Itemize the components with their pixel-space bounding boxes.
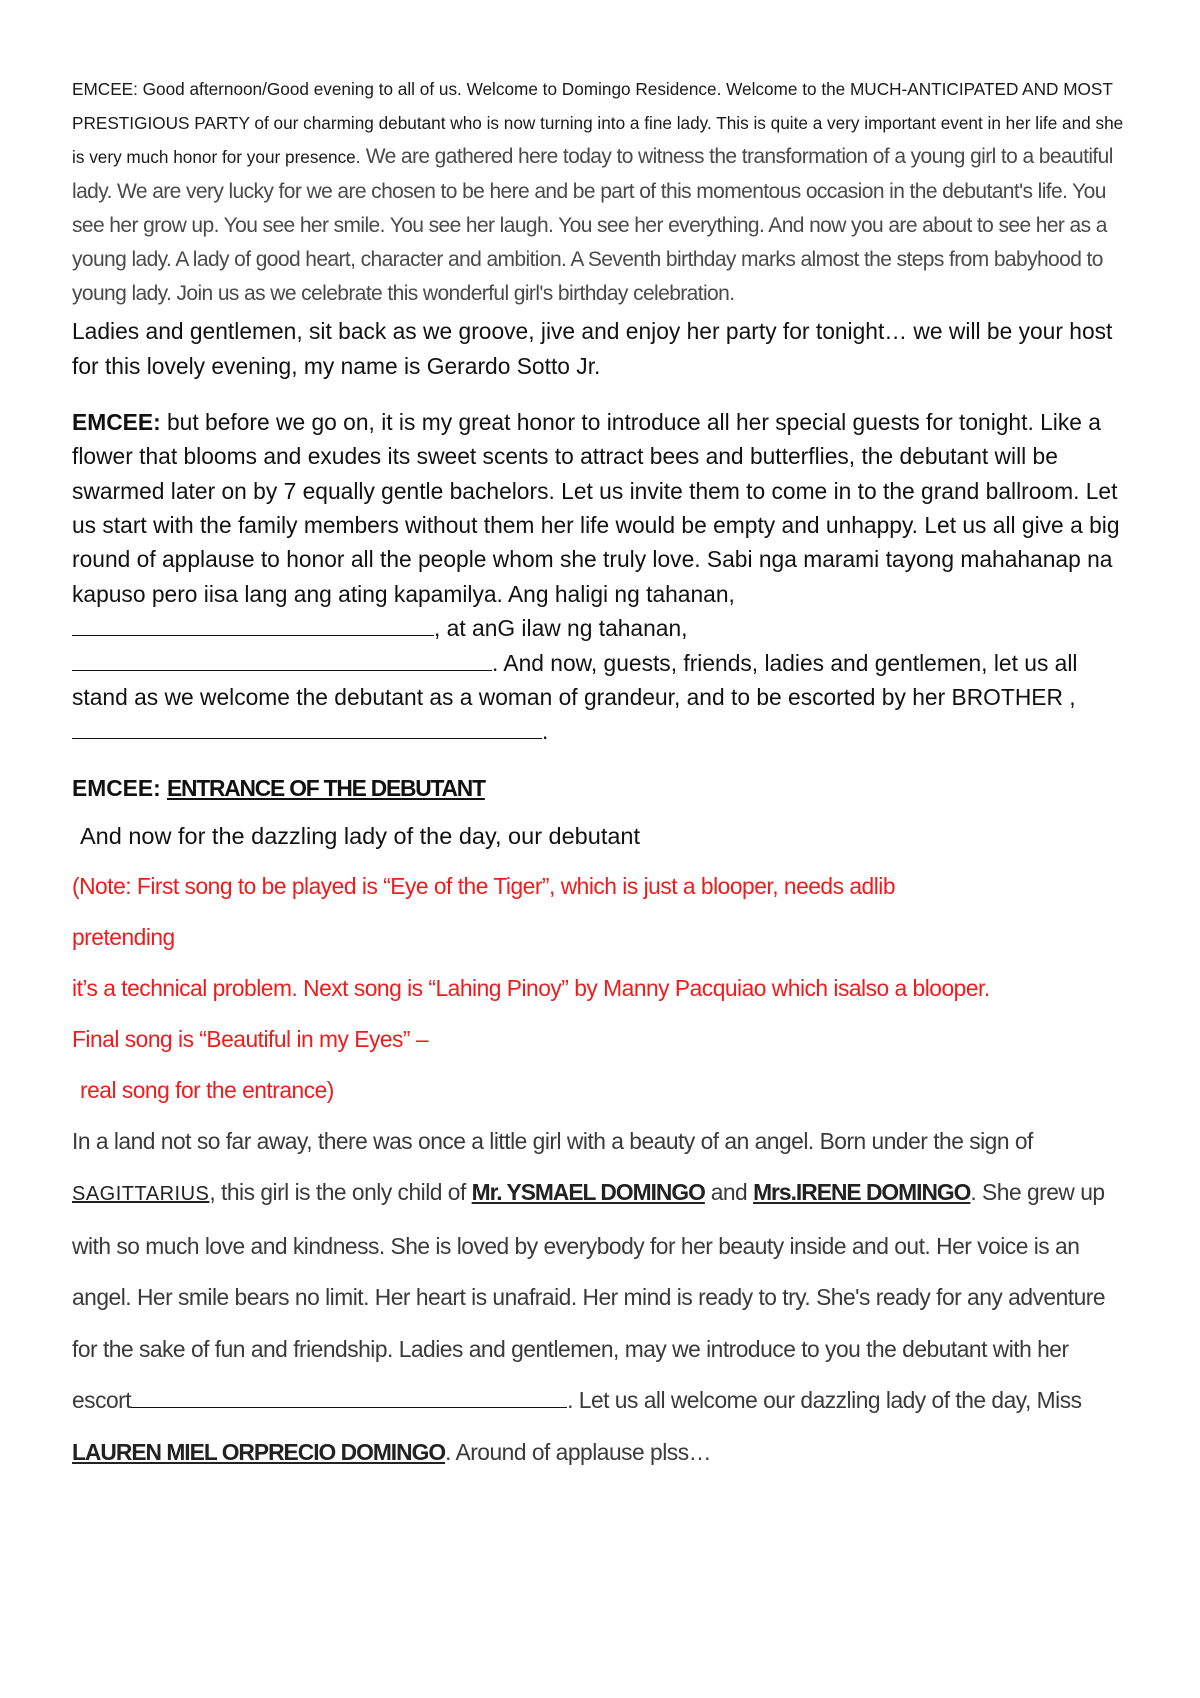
note-line: it’s a technical problem. Next song is “Lahing Pinoy” by Manny Pacquiao which isalso a blooper. <box>72 974 990 1001</box>
intro-part-3: A Seventh birthday marks almost the steps from babyhood to young lady. Join us as we celebrate this wonderful girl's birthday celebration. <box>72 248 1103 306</box>
story-paragraph <box>72 1116 1132 1479</box>
story-text-1: In a land not so far away, there was once a little girl with a beauty of an angel. Born under the sign of <box>72 1127 1033 1154</box>
emcee-label: EMCEE: <box>72 774 161 801</box>
note-line: pretending <box>72 923 175 950</box>
guests-paragraph <box>72 405 1132 749</box>
guests-text-4: . <box>542 718 549 745</box>
intro-paragraph <box>72 72 1132 311</box>
guests-text-3: . And now, guests, friends, ladies and gentlemen, let us all stand as we welcome the debutant as a woman of grandeur, and to be escorted by her BROTHER , <box>72 649 1078 711</box>
story-text-3: and <box>704 1179 754 1206</box>
guests-text-1: but before we go on, it is my great honor to introduce all her special guests for tonight. Like a flower that blooms and exudes its sweet scents to attract bees and butterflies, the debutant will be swarmed later on by 7 equally gentle bachelors. Let us invite them to come in to the grand ballroom. Let us start with the family members without them her life would be empty and unhappy. Let us all give a big round of applause to honor all the people whom she truly love. Sabi nga marami tayong mahahanap na kapuso pero iisa lang ang ating kapamilya. Ang haligi ng tahanan, <box>72 408 1120 607</box>
entrance-title: ENTRANCE OF THE DEBUTANT <box>167 774 485 801</box>
note-line: (Note: First song to be played is “Eye of the Tiger”, which is just a blooper, needs adlib <box>72 872 895 899</box>
host-paragraph: Ladies and gentlemen, sit back as we groove, jive and enjoy her party for tonight… we will be your host for this lovely evening, my name is Gerardo Sotto Jr. <box>72 318 1113 379</box>
debutant-name: LAUREN MIEL ORPRECIO DOMINGO <box>72 1438 446 1465</box>
note-line: Final song is “Beautiful in my Eyes” – <box>72 1025 429 1052</box>
father-name: Mr. YSMAEL DOMINGO <box>471 1179 705 1206</box>
story-text-6: . Around of applause plss… <box>445 1438 711 1465</box>
brother-name-blank <box>72 716 542 739</box>
story-text-2: , this girl is the only child of <box>209 1179 472 1206</box>
entrance-heading <box>72 771 1132 805</box>
guests-text-2: , at anG ilaw ng tahanan, <box>434 615 688 642</box>
intro-part-1: EMCEE: Good afternoon/Good evening to all of us. Welcome to Domingo Residence. Welcome to the MUCH-ANTICIPATED AND MOST PRESTIGIOUS PARTY of our charming debutant who is now turning into a fine lady. This is quite a very important event in her life and she is very much honor for your presence. <box>72 79 1124 168</box>
intro-part-2: We are gathered here today to witness the transformation of a young girl to a beautiful lady. We are very lucky for we are chosen to be here and be part of this momentous occasion in the debutant's life. You see her grow up. You see her smile. You see her laugh. You see her everything. And now you are about to see her as a young lady. A lady of good heart, character and ambition. <box>72 145 1113 272</box>
dazzle-line: And now for the dazzling lady of the day, our debutant <box>80 822 641 849</box>
father-name-blank <box>72 613 434 636</box>
story-text-4: . She grew up with so much love and kindness. She is loved by everybody for her beauty inside and out. Her voice is an angel. Her smile bears no limit. Her heart is unafraid. Her mind is ready to try. She's ready for any adventure for the sake of fun and friendship. Ladies and gentlemen, may we introduce to you the debutant with her escort <box>72 1179 1106 1414</box>
emcee-label: EMCEE: <box>72 408 161 435</box>
mother-name: Mrs.IRENE DOMINGO <box>753 1179 971 1206</box>
note-block <box>72 861 1132 1116</box>
story-text-5: . Let us all welcome our dazzling lady of the day, Miss <box>567 1387 1082 1414</box>
note-line: real song for the entrance) <box>80 1076 334 1103</box>
mother-name-blank <box>72 648 492 671</box>
zodiac-sign: SAGITTARIUS <box>72 1183 210 1206</box>
document-page <box>72 72 1132 1478</box>
escort-name-blank <box>131 1385 567 1408</box>
